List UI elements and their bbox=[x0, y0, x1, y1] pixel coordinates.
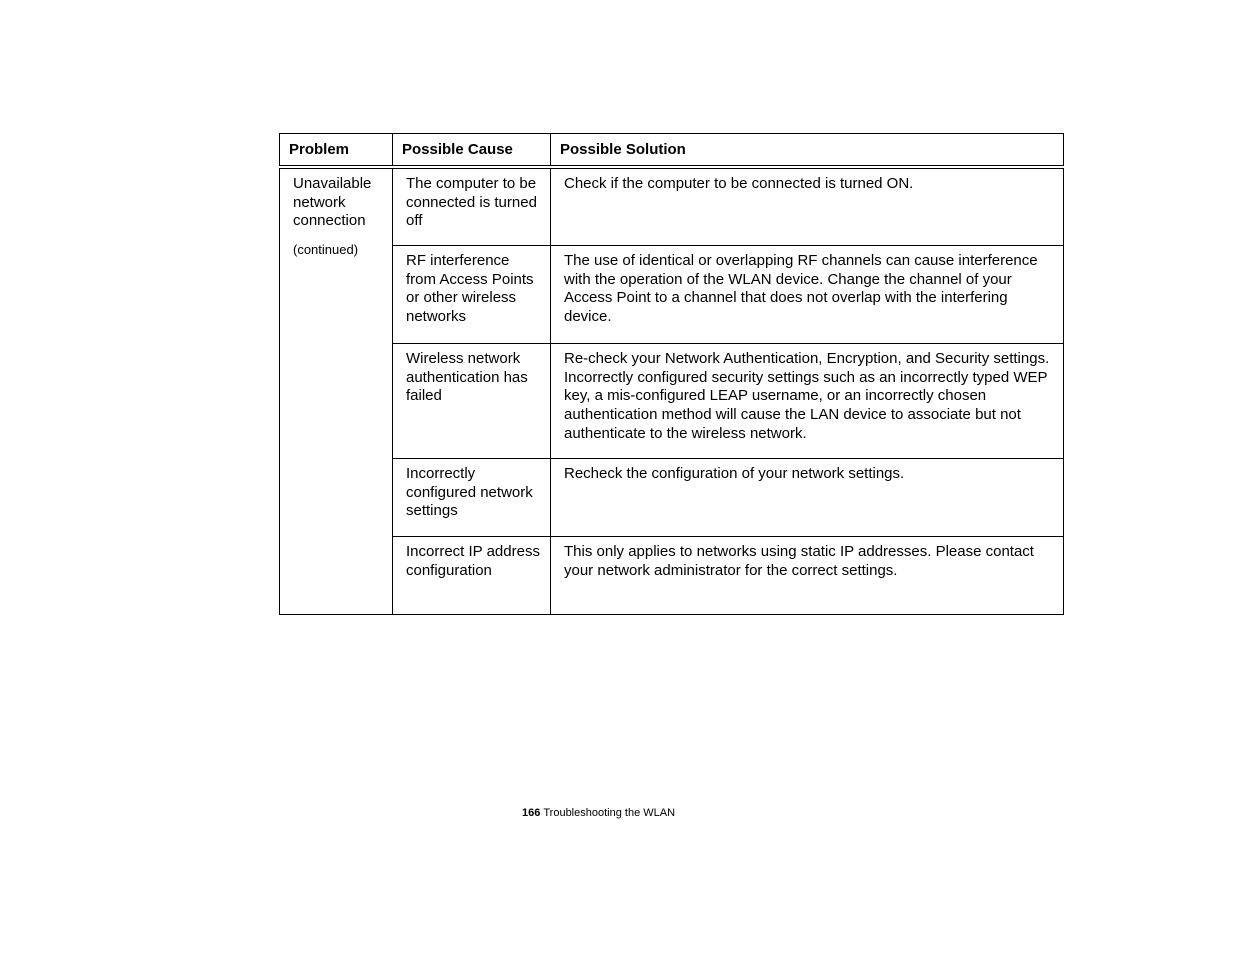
section-title: Troubleshooting the WLAN bbox=[543, 807, 676, 819]
table-row bbox=[280, 246, 1064, 344]
solution-cell: Re-check your Network Authentication, Encryption, and Security settings. Incorrectly configured security settings such as an incorrectly typed WEP key, a mis-configured LEAP username, or an incorrectly chosen authentication method will cause the LAN device to associate but not authenticate to the wireless network. bbox=[551, 344, 1064, 459]
cause-cell: RF interference from Access Points or other wireless networks bbox=[393, 246, 551, 344]
solution-cell: Check if the computer to be connected is turned ON. bbox=[551, 167, 1064, 246]
continued-note: (continued) bbox=[293, 242, 359, 258]
troubleshooting-table bbox=[279, 133, 1064, 615]
header-problem: Problem bbox=[280, 134, 393, 168]
cause-cell: Incorrect IP address configuration bbox=[393, 537, 551, 615]
page-footer bbox=[522, 806, 675, 820]
solution-cell: Recheck the configuration of your network settings. bbox=[551, 459, 1064, 537]
table-header-row bbox=[280, 134, 1064, 168]
table-row bbox=[280, 459, 1064, 537]
solution-cell: This only applies to networks using static IP addresses. Please contact your network administrator for the correct settings. bbox=[551, 537, 1064, 615]
cause-cell: Incorrectly configured network settings bbox=[393, 459, 551, 537]
header-possible-solution: Possible Solution bbox=[551, 134, 1064, 168]
problem-label: Unavailable network connection bbox=[293, 175, 372, 230]
cause-cell: Wireless network authentication has failed bbox=[393, 344, 551, 459]
header-possible-cause: Possible Cause bbox=[393, 134, 551, 168]
table-row bbox=[280, 537, 1064, 615]
solution-cell: The use of identical or overlapping RF channels can cause interference with the operation of the WLAN device. Change the channel of your Access Point to a channel that does not overlap with the interfering device. bbox=[551, 246, 1064, 344]
table-row bbox=[280, 344, 1064, 459]
problem-cell bbox=[280, 167, 393, 615]
page-number: 166 bbox=[522, 807, 541, 819]
table-row bbox=[280, 167, 1064, 246]
cause-cell: The computer to be connected is turned off bbox=[393, 167, 551, 246]
